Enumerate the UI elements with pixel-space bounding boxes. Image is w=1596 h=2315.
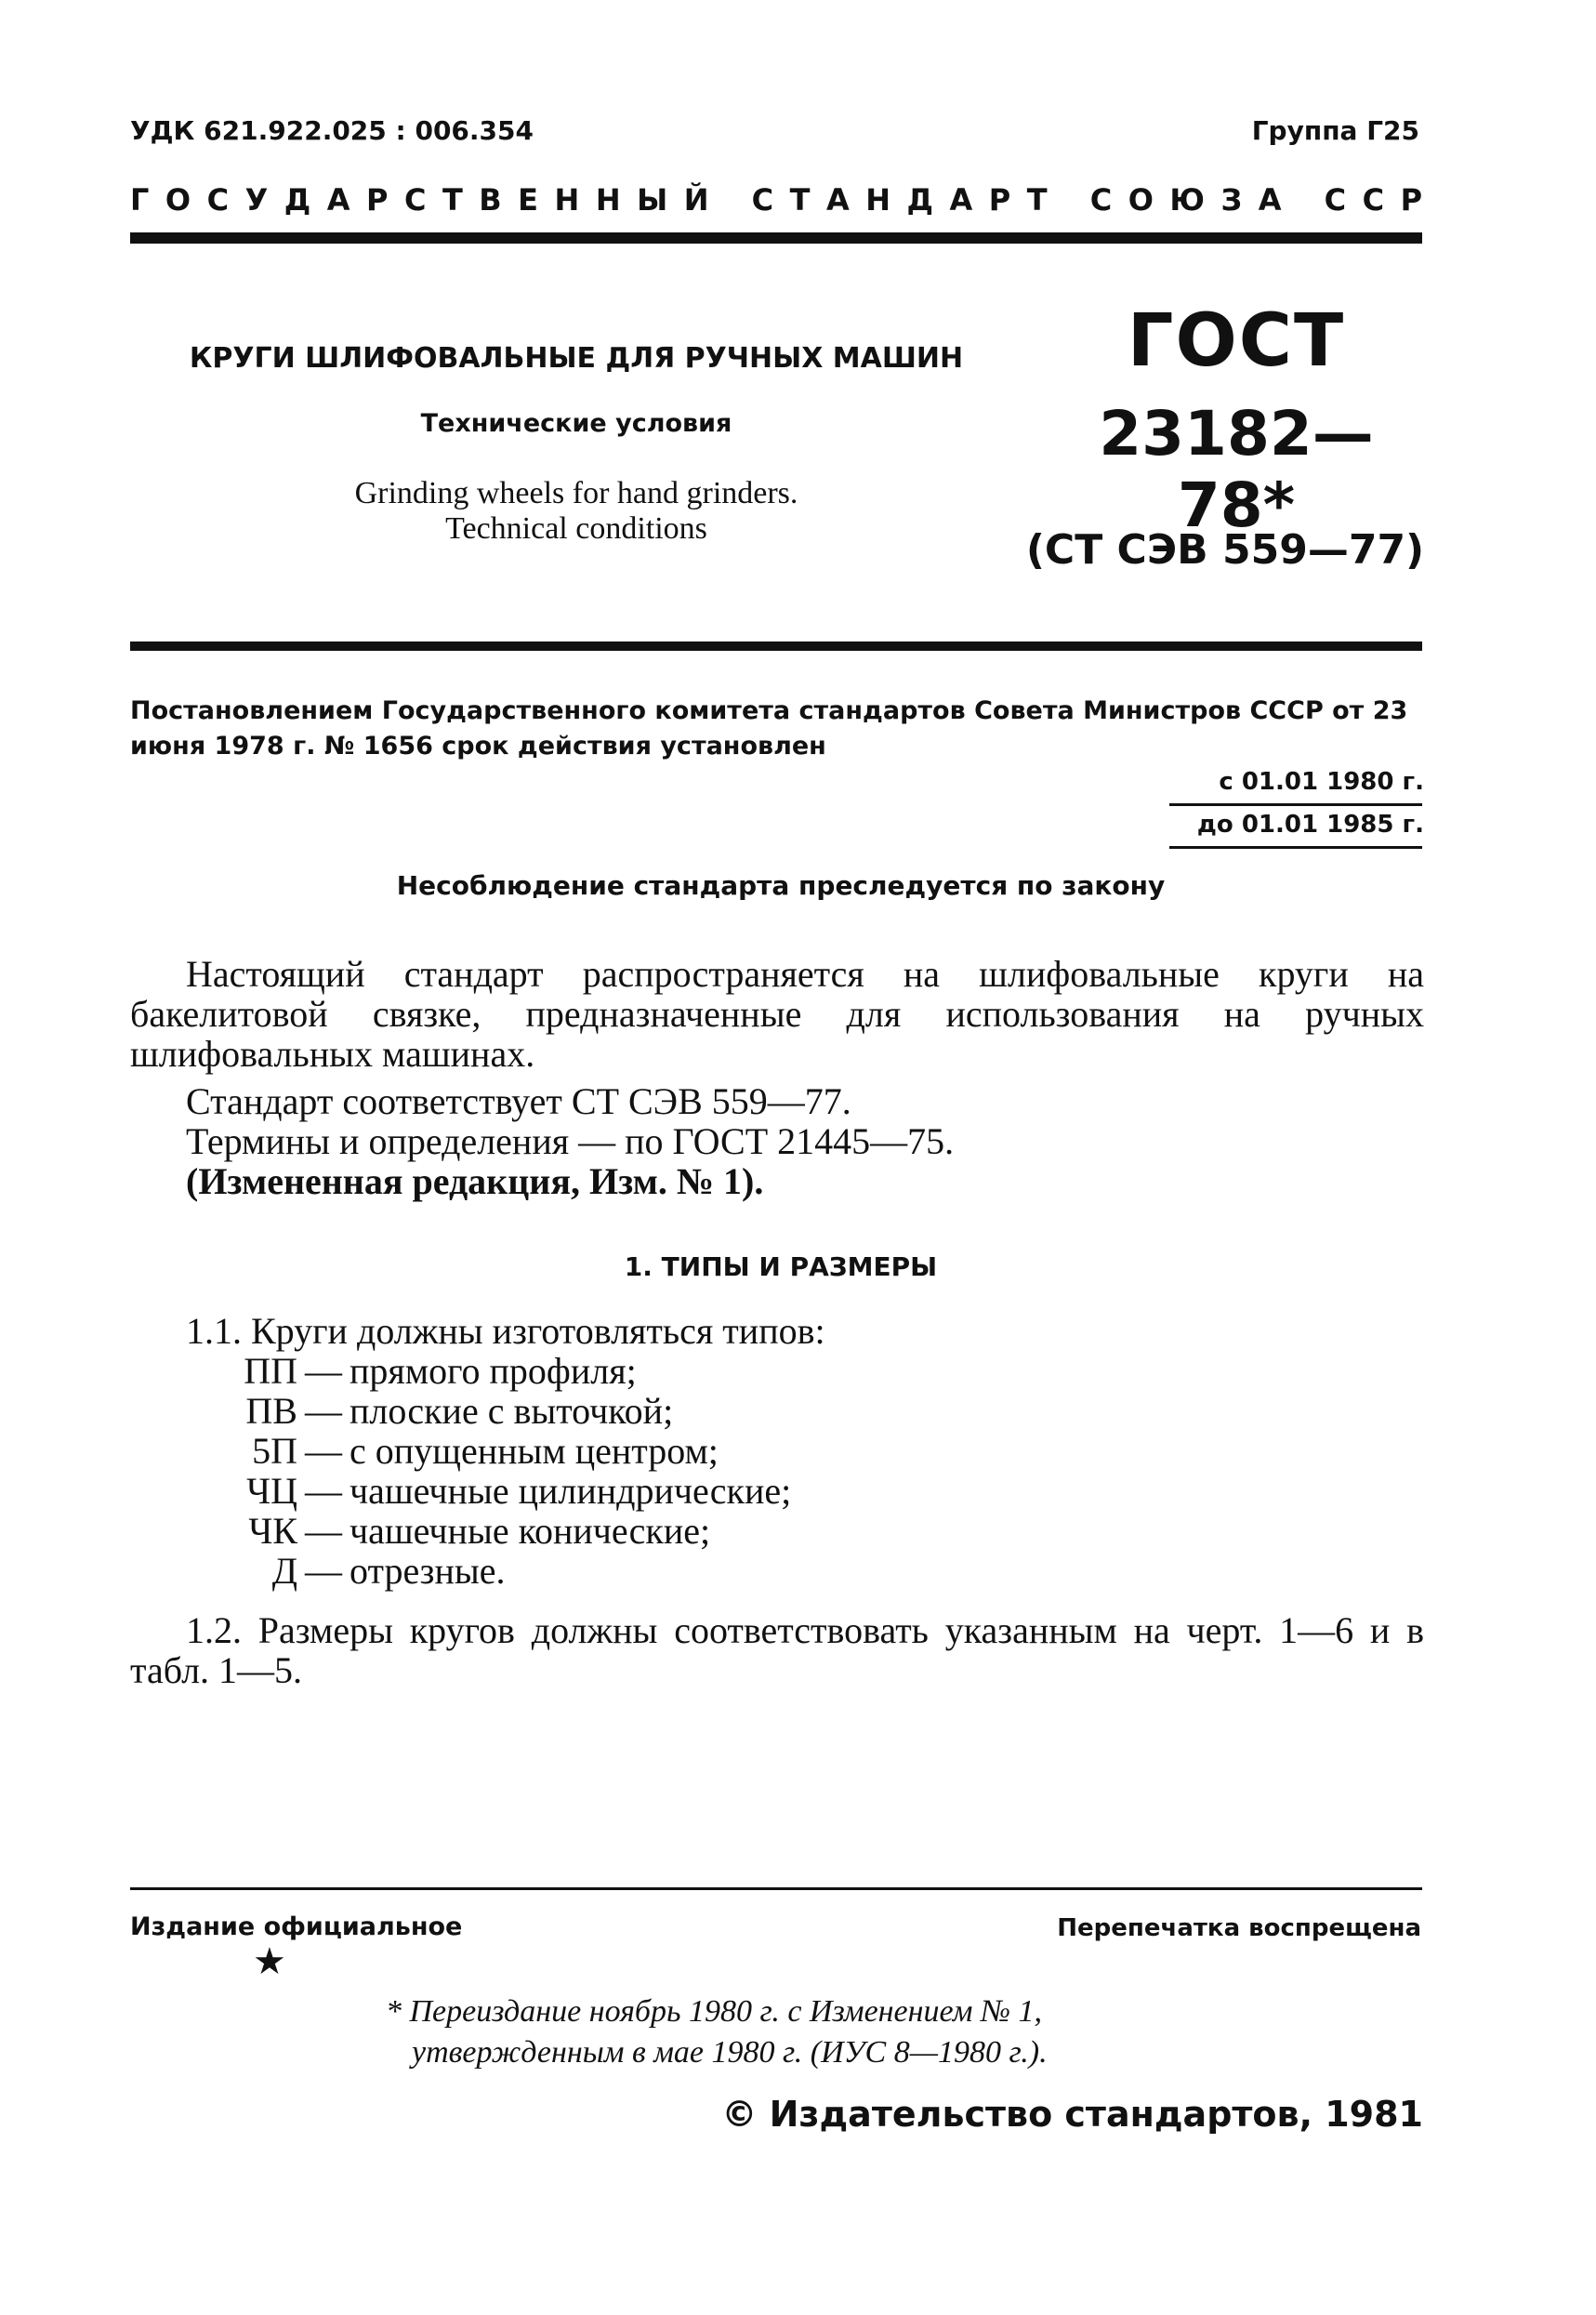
- type-code: ПП: [244, 1350, 297, 1392]
- type-row: [186, 1431, 719, 1471]
- type-code: ЧЦ: [246, 1470, 297, 1512]
- type-description: плоские с выточкой;: [350, 1390, 674, 1432]
- valid-until: до 01.01 1985 г.: [1196, 811, 1424, 839]
- footer-rule: [130, 1887, 1422, 1890]
- type-dash: —: [305, 1510, 342, 1552]
- reprint-notice: Перепечатка воспрещена: [1057, 1914, 1421, 1942]
- item-1-1: 1.1. Круги должны изготовляться типов:: [186, 1310, 825, 1352]
- official-edition: Издание официальное: [130, 1912, 463, 1941]
- section-title: 1. ТИПЫ И РАЗМЕРЫ: [624, 1251, 938, 1282]
- reissue-line1: * Переиздание ноябрь 1980 г. с Изменением № 1,: [386, 1994, 1042, 2029]
- law-notice: Несоблюдение стандарта преследуется по закону: [396, 870, 1166, 901]
- type-dash: —: [305, 1390, 342, 1432]
- reissue-note: [386, 1991, 1427, 2073]
- type-row: [186, 1511, 710, 1551]
- title-block-rule: [130, 642, 1422, 651]
- type-description: отрезные.: [350, 1550, 506, 1592]
- group-code: Группа Г25: [1251, 115, 1419, 146]
- title-ru: КРУГИ ШЛИФОВАЛЬНЫЕ ДЛЯ РУЧНЫХ МАШИН: [189, 342, 964, 375]
- gost-number: 23182—78*: [1099, 398, 1374, 541]
- star-icon: ★: [253, 1940, 286, 1983]
- type-code: ПВ: [245, 1390, 297, 1432]
- type-dash: —: [305, 1470, 342, 1512]
- type-description: чашечные конические;: [350, 1510, 711, 1552]
- valid-from: с 01.01 1980 г.: [1219, 768, 1424, 796]
- title-en-line2: Technical conditions: [445, 511, 707, 546]
- udk-code: УДК 621.922.025 : 006.354: [130, 115, 534, 146]
- type-description: прямого профиля;: [350, 1350, 637, 1392]
- item-1-2: 1.2. Размеры кругов должны соответствовать указанным на черт. 1—6 и в табл. 1—5.: [130, 1609, 1424, 1691]
- header-rule: [130, 232, 1422, 244]
- type-row: [186, 1551, 506, 1591]
- subtitle-ru: Технические условия: [420, 409, 732, 438]
- type-row: [186, 1391, 673, 1431]
- type-code: 5П: [252, 1430, 297, 1472]
- type-dash: —: [305, 1430, 342, 1472]
- publisher-copyright: © Издательство стандартов, 1981: [721, 2094, 1423, 2135]
- sev-reference: (СТ СЭВ 559—77): [1025, 526, 1425, 574]
- type-row: [186, 1471, 791, 1511]
- scope-paragraph: Настоящий стандарт распространяется на шлифовальные круги на бакелитовой связке, предназначенные для использования на ручных шлифовальных машинах.: [130, 953, 1424, 1075]
- state-standard-heading: ГОСУДАРСТВЕННЫЙ СТАНДАРТ СОЮЗА ССР: [130, 182, 1439, 218]
- type-description: с опущенным центром;: [350, 1430, 719, 1472]
- valid-from-rule: [1169, 803, 1422, 806]
- reissue-line2: утвержденным в мае 1980 г. (ИУС 8—1980 г.).: [412, 2035, 1048, 2070]
- title-en: [186, 476, 967, 547]
- type-row: [186, 1351, 637, 1391]
- type-code: Д: [271, 1550, 297, 1592]
- type-dash: —: [305, 1550, 342, 1592]
- title-en-line1: Grinding wheels for hand grinders.: [354, 476, 798, 510]
- gost-label: ГОСТ: [1127, 299, 1346, 383]
- terms-paragraph: Термины и определения — по ГОСТ 21445—75.: [186, 1120, 955, 1162]
- decree-text: Постановлением Государственного комитета стандартов Совета Министров СССР от 23 июня 1978 г. № 1656 срок действия установлен: [130, 696, 1408, 761]
- conformity-paragraph: Стандарт соответствует СТ СЭВ 559—77.: [186, 1080, 851, 1122]
- revision-note: (Измененная редакция, Изм. № 1).: [186, 1160, 764, 1202]
- type-code: ЧК: [248, 1510, 297, 1552]
- type-description: чашечные цилиндрические;: [350, 1470, 792, 1512]
- type-dash: —: [305, 1350, 342, 1392]
- valid-until-rule: [1169, 846, 1422, 849]
